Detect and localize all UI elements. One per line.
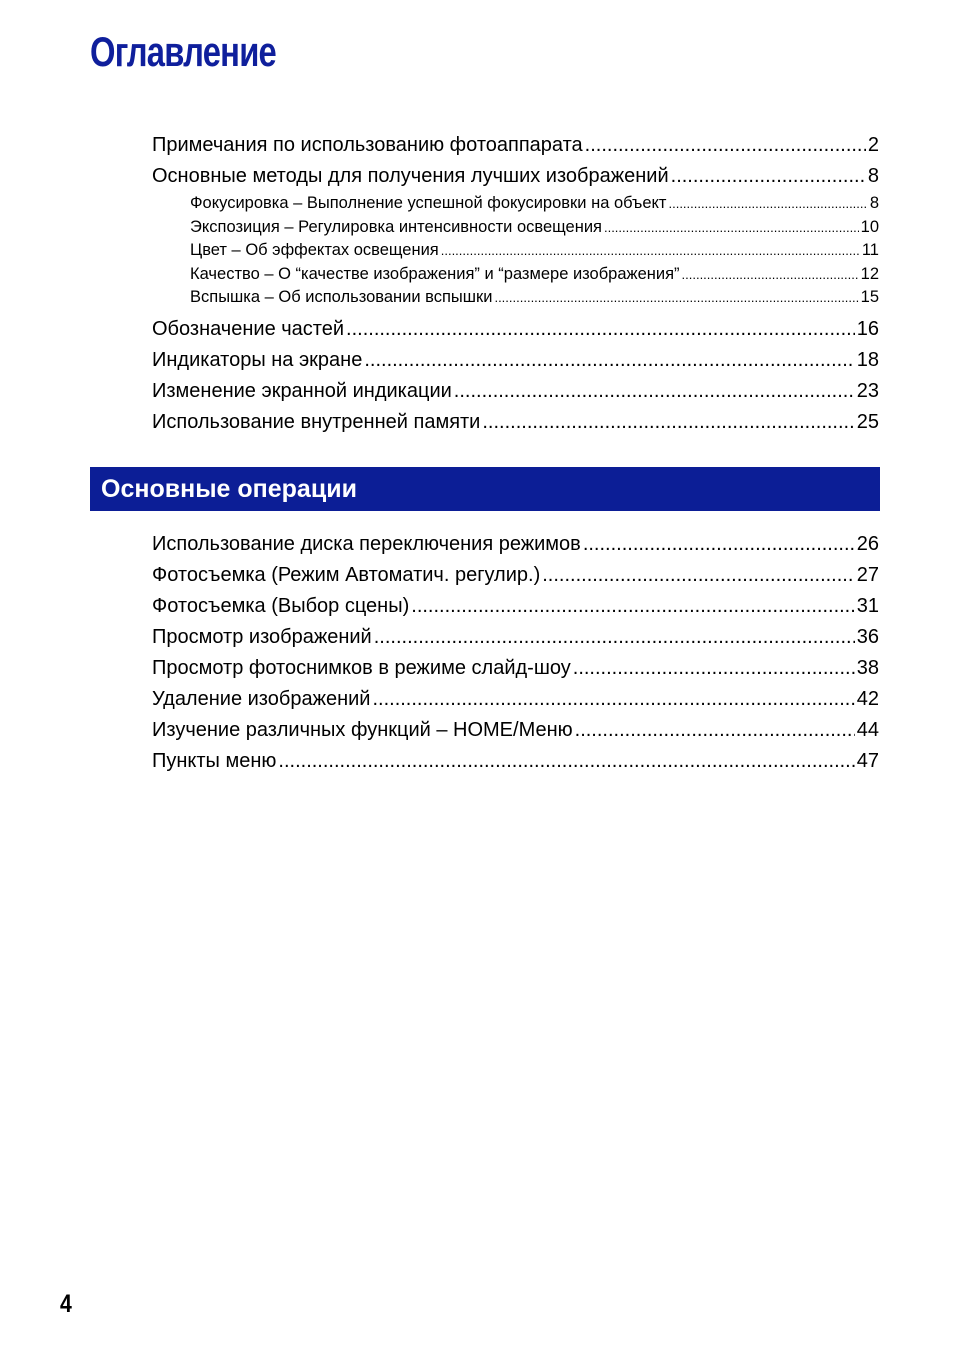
toc-entry-title: Изменение экранной индикации [152, 379, 452, 402]
toc-basic-list [152, 529, 879, 777]
toc-leader-dots [278, 746, 854, 777]
page-title: Оглавление [90, 28, 276, 75]
toc-leader-dots [346, 314, 855, 345]
toc-subentry-title: Фокусировка – Выполнение успешной фокусировки на объект [190, 194, 667, 212]
toc-entry-title: Основные методы для получения лучших изображений [152, 165, 669, 187]
toc-entry-page: 23 [856, 379, 879, 402]
toc-entry-page: 31 [856, 595, 879, 617]
toc-leader-dots [372, 684, 854, 715]
toc-entry-page: 36 [856, 626, 879, 648]
toc-entry-page: 44 [856, 719, 879, 741]
toc-intro-list [152, 130, 879, 438]
toc-entry-title: Использование внутренней памяти [152, 410, 481, 433]
toc-entry-title: Просмотр изображений [152, 626, 372, 648]
toc-leader-dots [411, 591, 854, 622]
toc-leader-dots [441, 240, 860, 263]
toc-subentry-title: Экспозиция – Регулировка интенсивности освещения [190, 217, 602, 236]
toc-subentry-title: Цвет – Об эффектах освещения [190, 241, 439, 259]
toc-leader-dots [494, 287, 858, 310]
toc-entry[interactable] [152, 591, 879, 622]
toc-entry-title: Фотосъемка (Выбор сцены) [152, 595, 410, 617]
toc-subentry-page: 11 [861, 241, 879, 259]
toc-subentry-title: Качество – О “качестве изображения” и “размере изображения” [190, 264, 680, 283]
toc-entry-page: 38 [856, 657, 879, 679]
toc-entry-page: 42 [856, 688, 879, 710]
toc-entry-page: 8 [867, 165, 879, 187]
toc-entry-title: Обозначение частей [152, 317, 345, 340]
toc-subentry[interactable] [152, 286, 879, 310]
toc-entry-title: Фотосъемка (Режим Автоматич. регулир.) [152, 564, 541, 586]
toc-entry-page: 18 [856, 348, 879, 371]
toc-entry[interactable] [152, 130, 879, 161]
toc-entry[interactable] [152, 746, 879, 777]
toc-leader-dots [454, 376, 855, 407]
toc-entry[interactable] [152, 560, 879, 591]
toc-subentry[interactable] [152, 216, 879, 240]
toc-entry[interactable] [152, 161, 879, 192]
page-number: 4 [60, 1290, 72, 1318]
toc-leader-dots [604, 217, 859, 240]
toc-leader-dots [364, 345, 854, 376]
section-title: Основные операции [101, 474, 357, 503]
toc-leader-dots [583, 529, 855, 560]
toc-entry-title: Изучение различных функций – HOME/Меню [152, 719, 573, 741]
toc-entry-page: 2 [867, 134, 879, 156]
toc-entry-title: Просмотр фотоснимков в режиме слайд-шоу [152, 657, 571, 679]
toc-entry-page: 25 [856, 410, 879, 433]
toc-entry-page: 27 [856, 564, 879, 586]
toc-entry[interactable] [152, 715, 879, 746]
toc-leader-dots [575, 715, 855, 746]
toc-entry[interactable] [152, 622, 879, 653]
section-header-bar [90, 467, 880, 511]
toc-entry-title: Пункты меню [152, 750, 277, 772]
toc-entry[interactable] [152, 345, 879, 376]
toc-subentry[interactable] [152, 192, 879, 216]
toc-entry[interactable] [152, 407, 879, 438]
toc-subentry-page: 15 [860, 288, 879, 306]
toc-leader-dots [585, 130, 866, 161]
toc-entry-title: Удаление изображений [152, 688, 371, 710]
toc-leader-dots [671, 161, 866, 192]
toc-subentry-page: 12 [860, 264, 879, 283]
toc-subentry-page: 8 [869, 194, 879, 212]
toc-leader-dots [668, 193, 867, 216]
toc-entry[interactable] [152, 684, 879, 715]
toc-subentry-title: Вспышка – Об использовании вспышки [190, 288, 493, 306]
toc-leader-dots [573, 653, 855, 684]
toc-entry-title: Индикаторы на экране [152, 348, 363, 371]
toc-subentry[interactable] [152, 263, 879, 287]
toc-leader-dots [374, 622, 855, 653]
toc-leader-dots [682, 264, 859, 287]
toc-entry[interactable] [152, 653, 879, 684]
toc-entry-title: Использование диска переключения режимов [152, 533, 581, 555]
toc-subentry[interactable] [152, 239, 879, 263]
toc-leader-dots [482, 407, 854, 438]
toc-entry-page: 47 [856, 750, 879, 772]
toc-entry-title: Примечания по использованию фотоаппарата [152, 134, 583, 156]
toc-subentry-page: 10 [860, 217, 879, 236]
toc-entry-page: 16 [856, 317, 879, 340]
toc-entry[interactable] [152, 314, 879, 345]
toc-entry-page: 26 [856, 533, 879, 555]
toc-entry[interactable] [152, 529, 879, 560]
toc-leader-dots [542, 560, 855, 591]
toc-entry[interactable] [152, 376, 879, 407]
